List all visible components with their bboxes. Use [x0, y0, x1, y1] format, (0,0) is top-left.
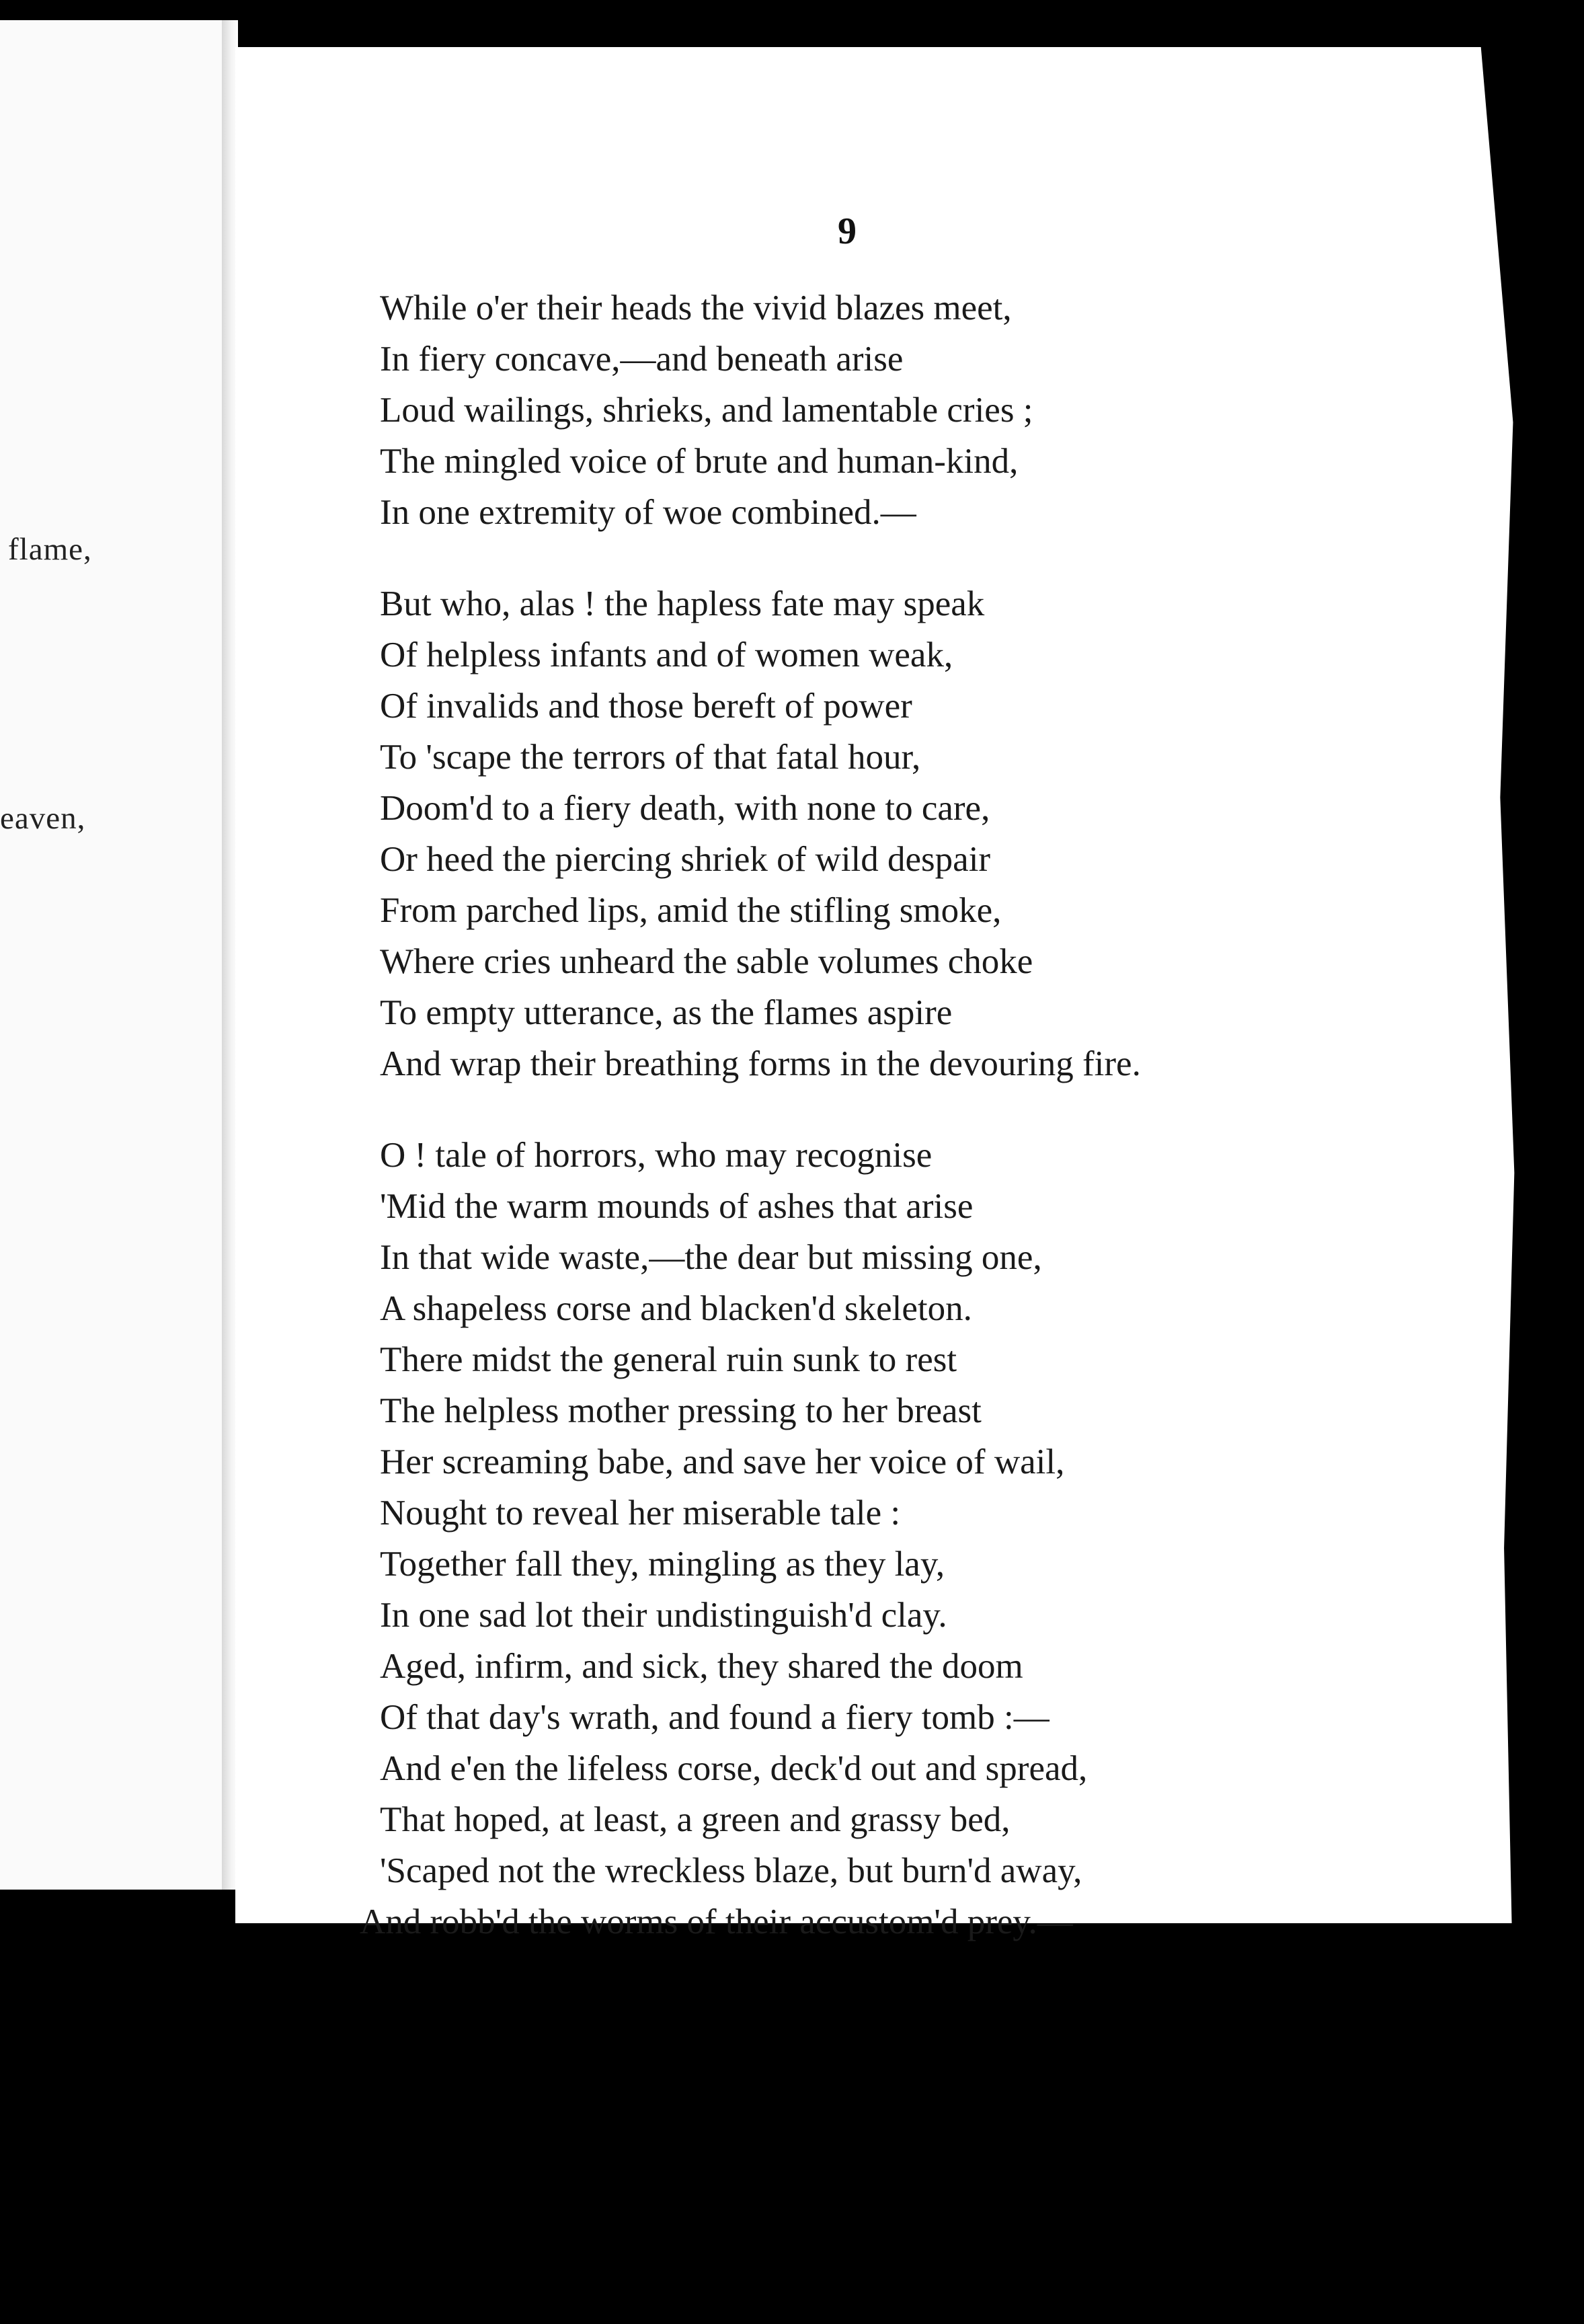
poem-line: The helpless mother pressing to her breast — [380, 1391, 982, 1430]
poem-line: Together fall they, mingling as they lay, — [380, 1545, 945, 1584]
poem-line: Loud wailings, shrieks, and lamentable cries ; — [380, 391, 1033, 430]
poem-line: And e'en the lifeless corse, deck'd out and spread, — [380, 1749, 1088, 1788]
poem-line: That hoped, at least, a green and grassy bed, — [380, 1800, 1011, 1839]
poem-line: Of helpless infants and of women weak, — [380, 635, 953, 674]
poem-line: The mingled voice of brute and human-kind, — [380, 442, 1019, 481]
left-page-fragment: eaven, — [0, 801, 86, 836]
stanza — [380, 578, 1429, 1089]
poem-line: Where cries unheard the sable volumes choke — [380, 942, 1033, 981]
poem-line: Or heed the piercing shriek of wild despair — [380, 840, 991, 879]
poem-line: While o'er their heads the vivid blazes meet, — [380, 288, 1012, 327]
stanza — [360, 1130, 1429, 1947]
left-page-fragment: flame, — [8, 532, 92, 567]
poem-line: Of that day's wrath, and found a fiery tomb :— — [380, 1698, 1050, 1737]
poem-line: 'Scaped not the wreckless blaze, but burn'd away, — [380, 1851, 1082, 1890]
poem-line: In one sad lot their undistinguish'd clay. — [380, 1596, 947, 1635]
poem-line: O ! tale of horrors, who may recognise — [380, 1136, 933, 1175]
poem-line: Aged, infirm, and sick, they shared the doom — [380, 1647, 1023, 1686]
poem-line: Nought to reveal her miserable tale : — [380, 1494, 901, 1533]
poem-line: To 'scape the terrors of that fatal hour, — [380, 738, 921, 777]
poem-line: In one extremity of woe combined.— — [380, 493, 916, 532]
poem-line: There midst the general ruin sunk to rest — [380, 1340, 957, 1379]
poem-line: From parched lips, amid the stifling smoke, — [380, 891, 1002, 930]
poem-line: In that wide waste,—the dear but missing one, — [380, 1238, 1042, 1277]
poem-line: And wrap their breathing forms in the devouring fire. — [380, 1044, 1141, 1083]
poem-line: Of invalids and those bereft of power — [380, 687, 912, 726]
poem-line: In fiery concave,—and beneath arise — [380, 340, 904, 379]
left-page-edge — [0, 20, 225, 1890]
poem-line: A shapeless corse and blacken'd skeleton. — [380, 1289, 972, 1328]
page-number: 9 — [838, 210, 857, 252]
poem-line: To empty utterance, as the flames aspire — [380, 993, 953, 1032]
poem-line: Doom'd to a fiery death, with none to care, — [380, 789, 990, 828]
poem-line: And robb'd the worms of their accustom'd prey.— — [360, 1902, 1073, 1941]
poem-line: But who, alas ! the hapless fate may speak — [380, 584, 985, 623]
poem-line: Her screaming babe, and save her voice of wail, — [380, 1442, 1065, 1481]
poem-line: 'Mid the warm mounds of ashes that arise — [380, 1187, 974, 1226]
stanza — [380, 282, 1429, 538]
poem-body — [360, 282, 1429, 1988]
